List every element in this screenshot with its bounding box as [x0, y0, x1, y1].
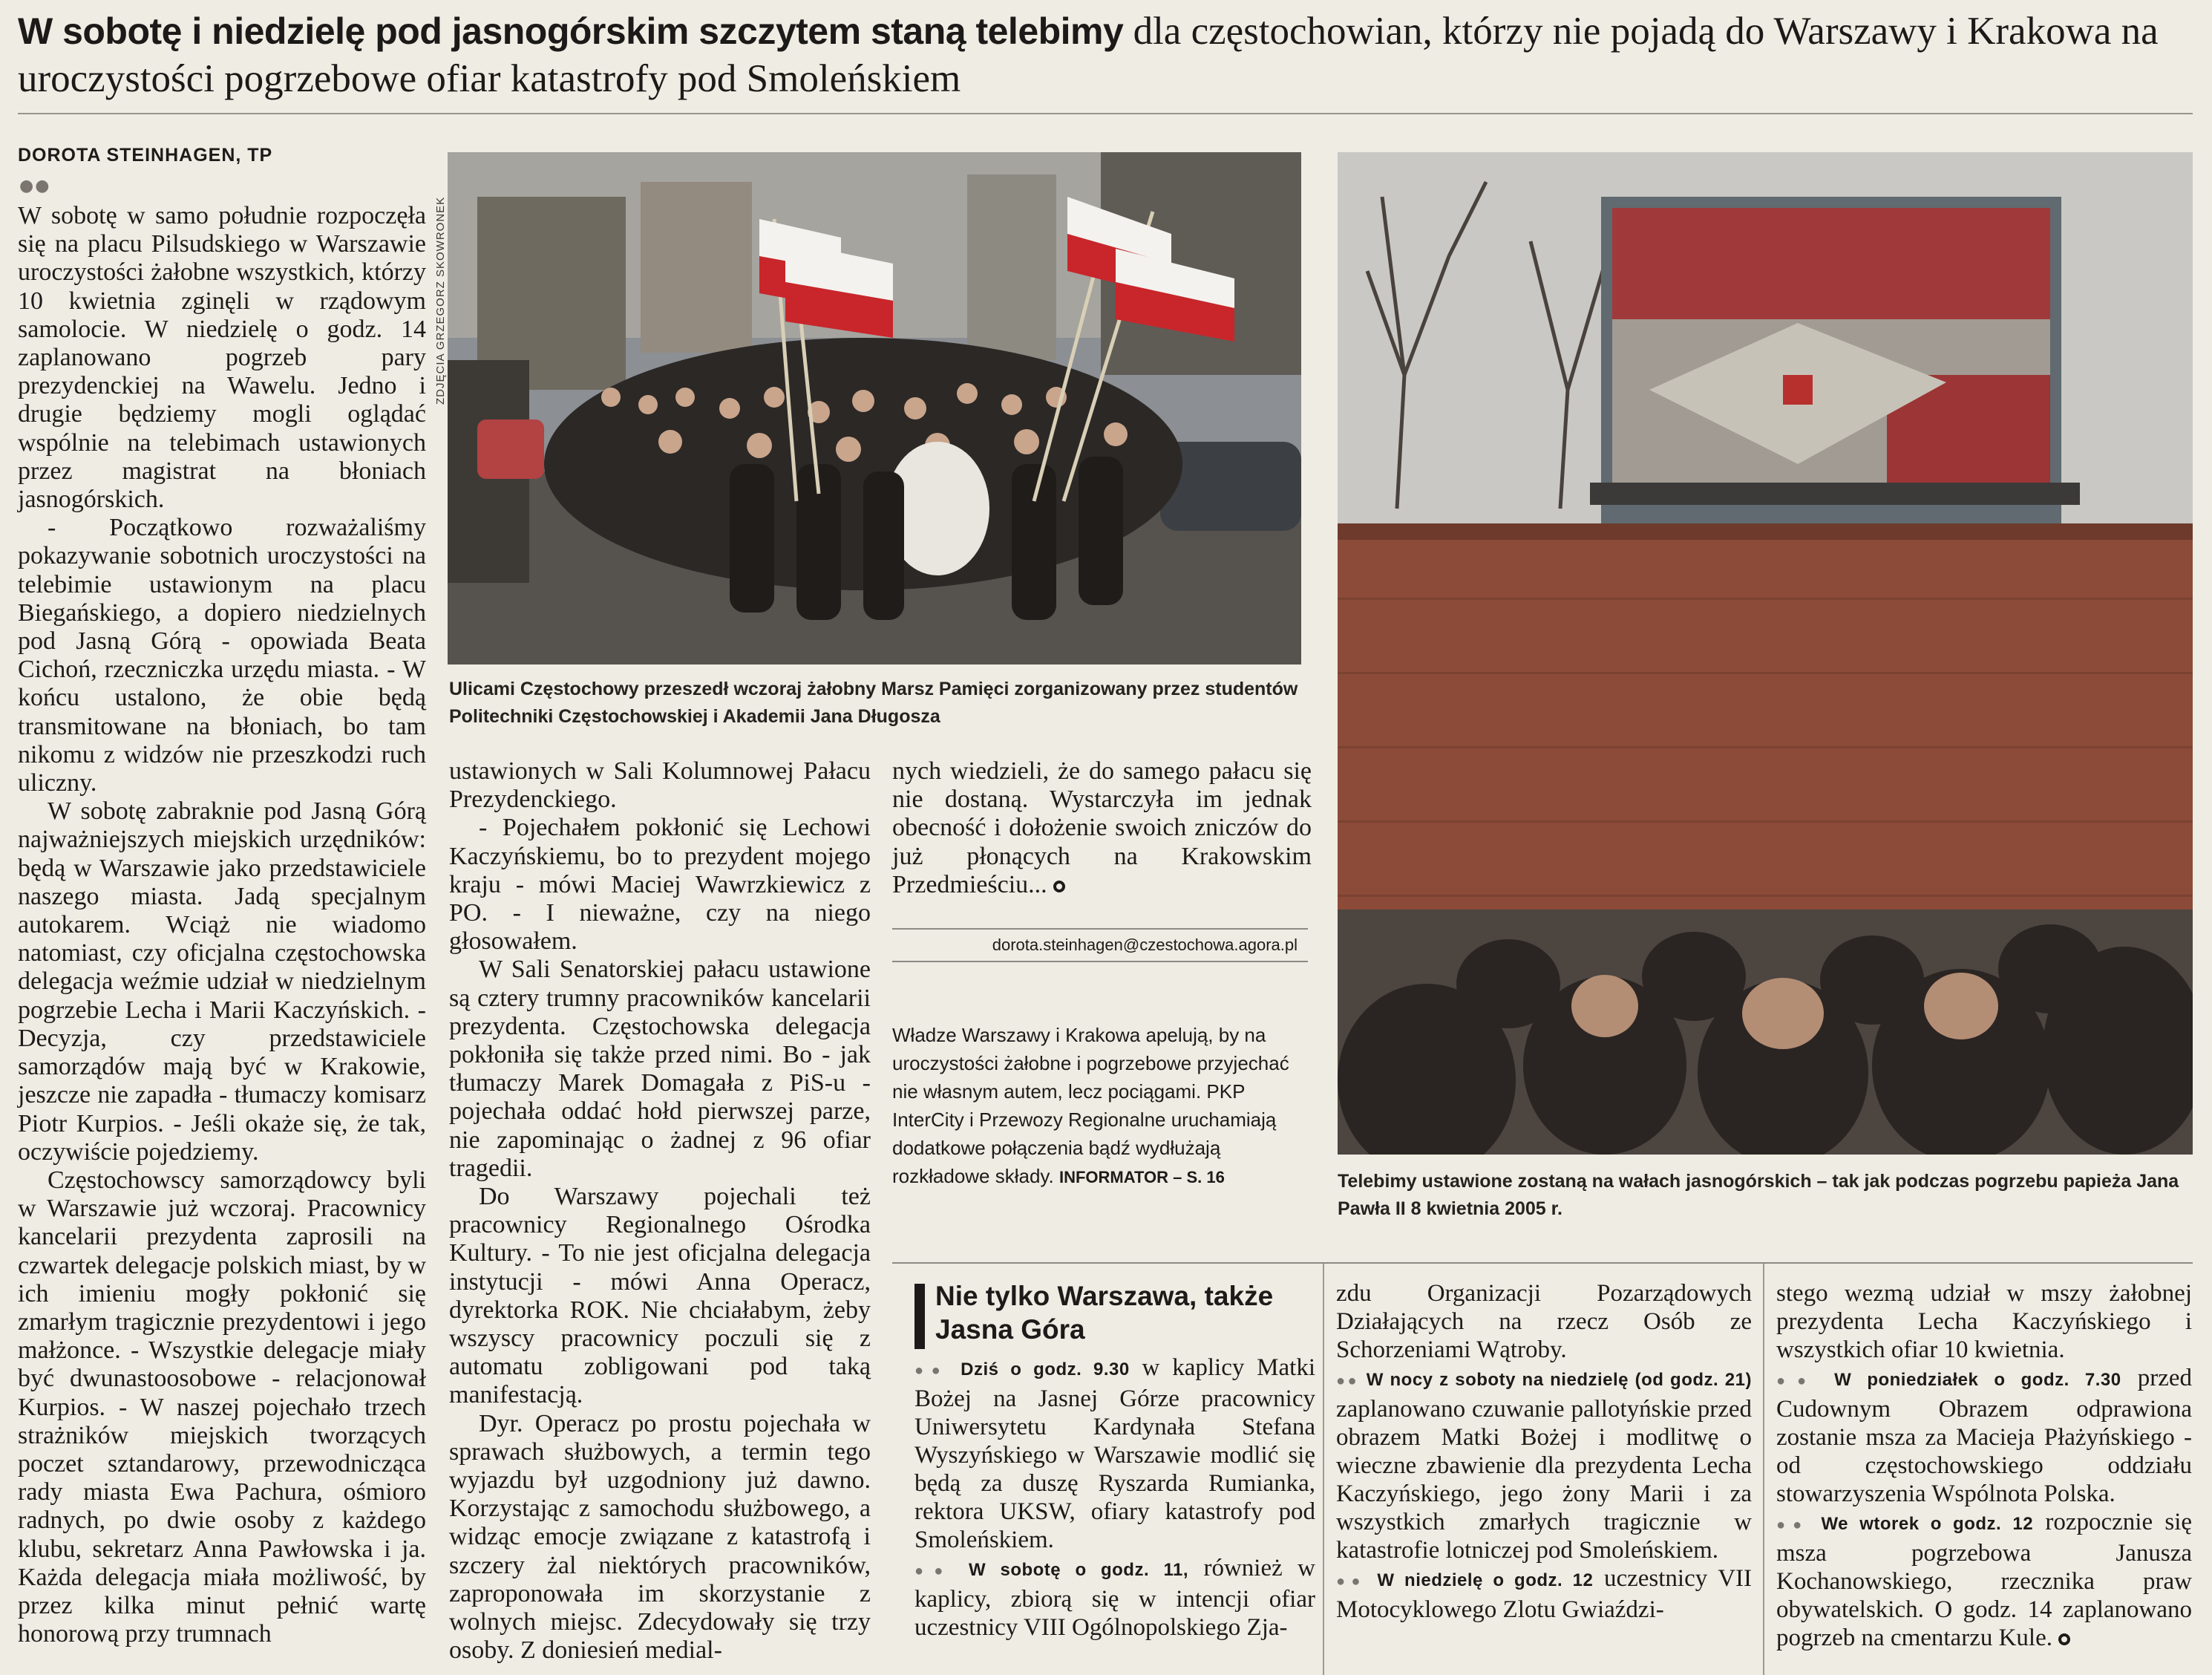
- byline: DOROTA STEINHAGEN, TP: [18, 145, 273, 166]
- event-text: zaplanowano czuwanie pallotyńskie przed obrazem Matki Bożej i modlitwę o wieczne zbawienie dla prezydenta Lecha Kaczyńskiego, jego żony Marii i za wszystkich zmarłych tragicznie w katastrofie lotniczej pod Smoleńskiem.: [1336, 1396, 1752, 1564]
- box-title: Nie tylko Warszawa, także Jasna Góra: [914, 1279, 1315, 1346]
- end-mark-icon: [2058, 1633, 2070, 1645]
- photo-credit: ZDJĘCIA GRZEGORZ SKOWRONEK: [434, 196, 447, 405]
- box-divider: [1763, 1264, 1764, 1675]
- bullet-icon: ●●: [1776, 1517, 1810, 1533]
- headline-rest: dla częstochowian, którzy nie pojadą do Warszawy i Krakowa na uroczystości pogrzebowe ofiar katastrofy pod Smoleńskiem: [18, 10, 2159, 100]
- event-text: stego wezmą udział w mszy żałobnej prezydenta Lecha Kaczyńskiego i wszystkich ofiar 10 kwietnia.: [1776, 1280, 2192, 1363]
- bullet-icon: ●●: [914, 1563, 954, 1579]
- event-when: W nocy z soboty na niedzielę (od godz. 21): [1366, 1370, 1752, 1390]
- event-when: We wtorek o godz. 12: [1821, 1514, 2034, 1534]
- event-when: W poniedziałek o godz. 7.30: [1834, 1370, 2121, 1390]
- paragraph-text: nych wiedzieli, że do samego pałacu się nie dostaną. Wystarczyła im jednak obecność i dołożenie swoich zniczów do już płonących na Krakowskim Przedmieściu...: [892, 757, 1312, 898]
- paragraph: W sobotę zabraknie pod Jasną Górą najważniejszych miejskich urzędników: będą w Warszawie jako przedstawiciele naszego miasta. Jadą specjalnym autokarem. Wciąż nie wiadomo natomiast, czy oficjalna częstochowska delegacja weźmie udział w niedzielnym pogrzebie Lecha i Marii Kaczyńskich. - Decyzja, czy przedstawiciele samorządów mają być w Krakowie, jeszcze nie zapadła - tłumaczy komisarz Piotr Kurpios. - Jeśli okaże się, że tak, oczywiście pojedziemy.: [18, 797, 426, 1166]
- article-column-2: [449, 757, 871, 1672]
- end-mark-icon: [1053, 881, 1065, 892]
- paragraph: ustawionych w Sali Kolumnowej Pałacu Prezydenckiego.: [449, 757, 871, 814]
- screen-photo-illustration: [1338, 152, 2193, 1155]
- headline-rule: [18, 113, 2193, 114]
- march-photo-caption: Ulicami Częstochowy przeszedł wczoraj żałobny Marsz Pamięci zorganizowany przez studentów Politechniki Częstochowskiej i Akademii Jana Długosza: [449, 679, 1298, 727]
- paragraph: - Początkowo rozważaliśmy pokazywanie sobotnich uroczystości na telebimie ustawionym na placu Biegańskiego, a dopiero niedzielnych pod Jasną Górą - opowiada Beata Cichoń, rzeczniczka urzędu miasta. - W końcu ustalono, że obie będą transmitowane na błoniach, bo tam nikomu z widzów nie przeszkodzi ruch uliczny.: [18, 514, 426, 797]
- paragraph: W sobotę w samo południe rozpoczęła się na placu Pilsudskiego w Warszawie uroczystości żałobne wszystkich, którzy 10 kwietnia zginęli w rządowym samolocie. W niedzielę o godz. 14 zaplanowano pogrzeb pary prezydenckiej na Wawelu. Jedno i drugie będziemy mogli oglądać wspólnie na telebimach ustawionych przez magistrat na błoniach jasnogórskich.: [18, 202, 426, 514]
- bullet-icon: ●●: [914, 1362, 949, 1379]
- event-when: W sobotę o godz. 11,: [968, 1560, 1189, 1580]
- bullet-icon: ●●: [1336, 1373, 1360, 1389]
- box-column-1: [914, 1354, 1315, 1673]
- author-email[interactable]: dorota.steinhagen@czestochowa.agora.pl: [892, 928, 1308, 962]
- paragraph: Dyr. Operacz po prostu pojechała w sprawach służbowych, a termin tego wyjazdu był uzgodniony już dawno. Korzystając z samochodu służbowego, a widząc emocje związane z katastrofą i szczery żal niektórych pracowników, zaproponowała im skorzystanie z wolnych miejsc. Zdecydowały się trzy osoby. Z doniesień medial-: [449, 1409, 871, 1665]
- event-item: [1776, 1364, 2192, 1508]
- march-photo-illustration: [448, 152, 1301, 665]
- bullet-icon: ●●: [1776, 1373, 1818, 1389]
- screen-photo-caption: Telebimy ustawione zostaną na wałach jasnogórskich – tak jak podczas pogrzebu papieża Jana Pawła II 8 kwietnia 2005 r.: [1338, 1171, 2179, 1219]
- paragraph: W Sali Senatorskiej pałacu ustawione są cztery trumny pracowników kancelarii prezydenta. Częstochowska delegacja pokłoniła się także przed nimi. Bo - jak tłumaczy Marek Domagała z PiS-u - pojechała oddać hołd pierwszej parze, nie zapominając o żadnej z 96 ofiar tragedii.: [449, 956, 871, 1182]
- byline-bullets: ●●: [19, 177, 51, 195]
- paragraph: Częstochowscy samorządowcy byli w Warszawie już wczoraj. Pracownicy kancelarii prezydenta zaprosili na czwartek delegacje polskich miast, by w ich imieniu mogły pokłonić się zmarłym tragicznie prezydentowi i jego małżonce. - Wszystkie delegacje miały być dwunastoosobowe - relacjonował Kurpios. - W naszej pojechało trzech strażników miejskich tworzących poczet sztandarowy, przewodnicząca rady miasta Ewa Pachura, ośmioro radnych, po dwie osoby z każdego klubu, sekretarz Anna Pawłowska i ja. Każda delegacja miała możliwość, by przez kilka minut pełnić wartę honorową przy trumnach: [18, 1166, 426, 1648]
- paragraph: - Pojechałem pokłonić się Lechowi Kaczyńskiemu, bo to prezydent mojego kraju - mówi Maciej Wawrzkiewicz z PO. - I nieważne, czy na niego głosowałem.: [449, 814, 871, 956]
- box-top-rule: [892, 1262, 2193, 1264]
- box-column-2: [1336, 1279, 1752, 1673]
- event-text: rozpocznie się msza pogrzebowa Janusza Kochanowskiego, rzecznika praw obywatelskich. O godz. 14 zaplanowano pogrzeb na cmentarzu Kule.: [1776, 1509, 2193, 1651]
- paragraph: Do Warszawy pojechali też pracownicy Regionalnego Ośrodka Kultury. - To nie jest oficjalna delegacja instytucji - mówi Anna Operacz, dyrektorka ROK. Nie chciałabym, żeby wszyscy pracownicy poczuli się z automatu zobligowani pod taką manifestacją.: [449, 1183, 871, 1409]
- box-column-3: [1776, 1279, 2192, 1673]
- article-column-1: [18, 202, 426, 1672]
- event-item: [914, 1354, 1315, 1554]
- event-text: uczestnicy VII Motocyklowego Zlotu Gwiaździ-: [1336, 1565, 1752, 1623]
- article-column-3: [892, 757, 1312, 921]
- event-text: w kaplicy Matki Bożej na Jasnej Górze pracownicy Uniwersytetu Kardynała Stefana Wyszyńskiego w Warszawie modlić się będą za duszę Ryszarda Rumianka, rektora UKSW, ofiary katastrofy pod Smoleńskiem.: [914, 1354, 1315, 1553]
- event-item: [1336, 1364, 1752, 1564]
- event-item: [914, 1554, 1315, 1642]
- headline-lead: W sobotę i niedzielę pod jasnogórskim szczytem staną telebimy: [18, 10, 1124, 52]
- event-item: [1776, 1508, 2192, 1652]
- informator-reference: INFORMATOR – S. 16: [1058, 1168, 1225, 1186]
- march-photo: [448, 152, 1301, 665]
- event-text: również w kaplicy, zbiorą się w intencji ofiar uczestnicy VIII Ogólnopolskiego Zja-: [914, 1555, 1316, 1641]
- travel-info: [892, 1021, 1312, 1192]
- event-item: [1336, 1564, 1752, 1624]
- travel-info-text: Władze Warszawy i Krakowa apelują, by na uroczystości żałobne i pogrzebowe przyjechać nie własnym autem, lecz pociągami. PKP InterCity i Przewozy Regionalne uruchamiają dodatkowe połączenia bądź wydłużają rozkładowe składy.: [892, 1024, 1289, 1187]
- headline: [18, 7, 2193, 102]
- event-text: przed Cudownym Obrazem odprawiona zostanie msza za Macieja Płażyńskiego - od częstochowskiego oddziału stowarzyszenia Wspólnota Polska.: [1776, 1365, 2192, 1507]
- paragraph: [892, 757, 1312, 899]
- event-when: Dziś o godz. 9.30: [961, 1359, 1130, 1379]
- bullet-icon: ●●: [1336, 1573, 1367, 1590]
- event-text: zdu Organizacji Pozarządowych Działających na rzecz Osób ze Schorzeniami Wątroby.: [1336, 1280, 1752, 1363]
- screen-photo: [1338, 152, 2193, 1155]
- box-divider: [1323, 1264, 1324, 1675]
- event-when: W niedzielę o godz. 12: [1377, 1570, 1594, 1590]
